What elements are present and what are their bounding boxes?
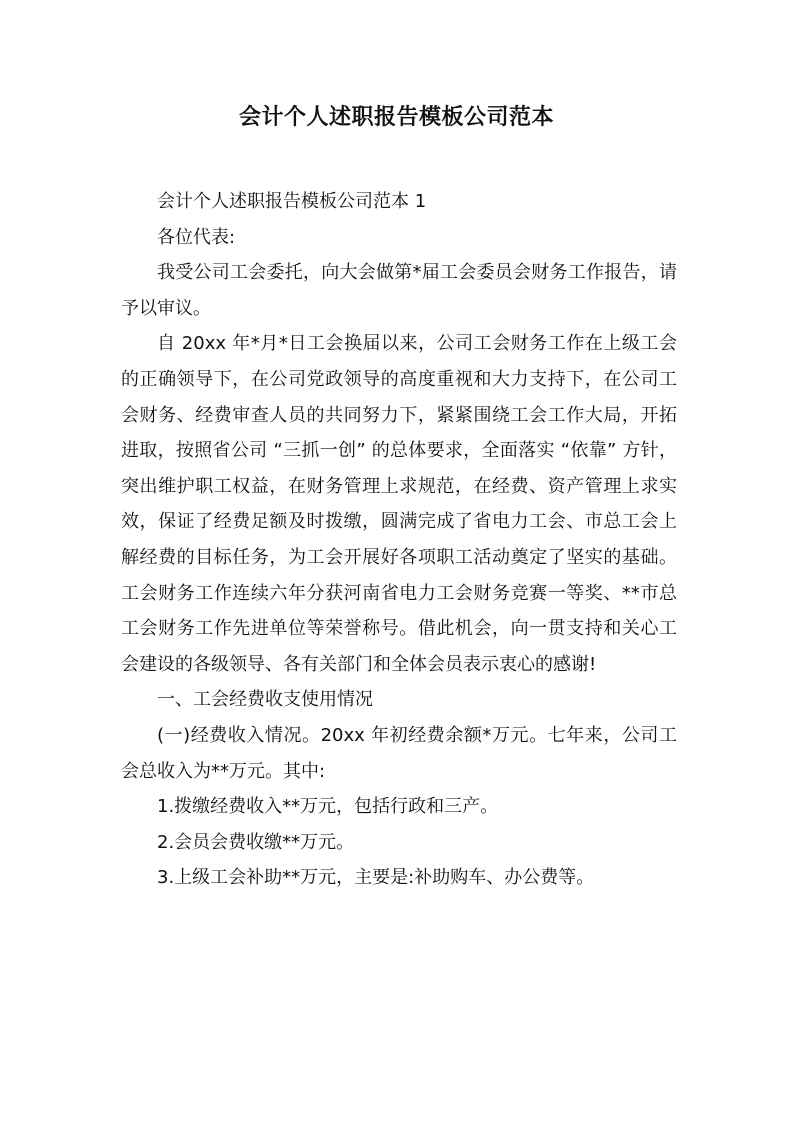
list-item: 3.上级工会补助**万元，主要是:补助购车、办公费等。 [157, 867, 595, 889]
list-item: 2.会员会费收缴**万元。 [157, 831, 355, 853]
document-body [121, 184, 677, 896]
list-item: 1.拨缴经费收入**万元，包括行政和三产。 [157, 796, 499, 818]
section-heading: 会计个人述职报告模板公司范本 1 [157, 191, 427, 212]
document-title: 会计个人述职报告模板公司范本 [238, 105, 554, 130]
paragraph: (一)经费收入情况。20xx 年初经费余额*万元。七年来，公司工会总收入为**万元。其中: [121, 724, 677, 782]
section-heading: 一、工会经费收支使用情况 [157, 689, 373, 711]
paragraph: 我受公司工会委托，向大会做第*届工会委员会财务工作报告，请予以审议。 [121, 262, 677, 319]
paragraph: 自 20xx 年*月*日工会换届以来，公司工会财务工作在上级工会的正确领导下，在公司党政领导的高度重视和大力支持下，在公司工会财务、经费审查人员的共同努力下，紧紧围绕工会工作大局，开拓进取，按照省公司 “三抓一创” 的总体要求，全面落实 “依靠” 方针，突出维护职工权益，在财务管理上求规范，在经费、资产管理上求实效，保证了经费足额及时拨缴，圆满完成了省电力工会、市总工会上解经费的目标任务，为工会开展好各项职工活动奠定了坚实的基础。工会财务工作连续六年分获河南省电力工会财务竞赛一等奖、**市总工会财务工作先进单位等荣誉称号。借此机会，向一贯支持和关心工会建设的各级领导、各有关部门和全体会员表示衷心的感谢! [121, 333, 677, 675]
salutation: 各位代表: [157, 226, 236, 248]
